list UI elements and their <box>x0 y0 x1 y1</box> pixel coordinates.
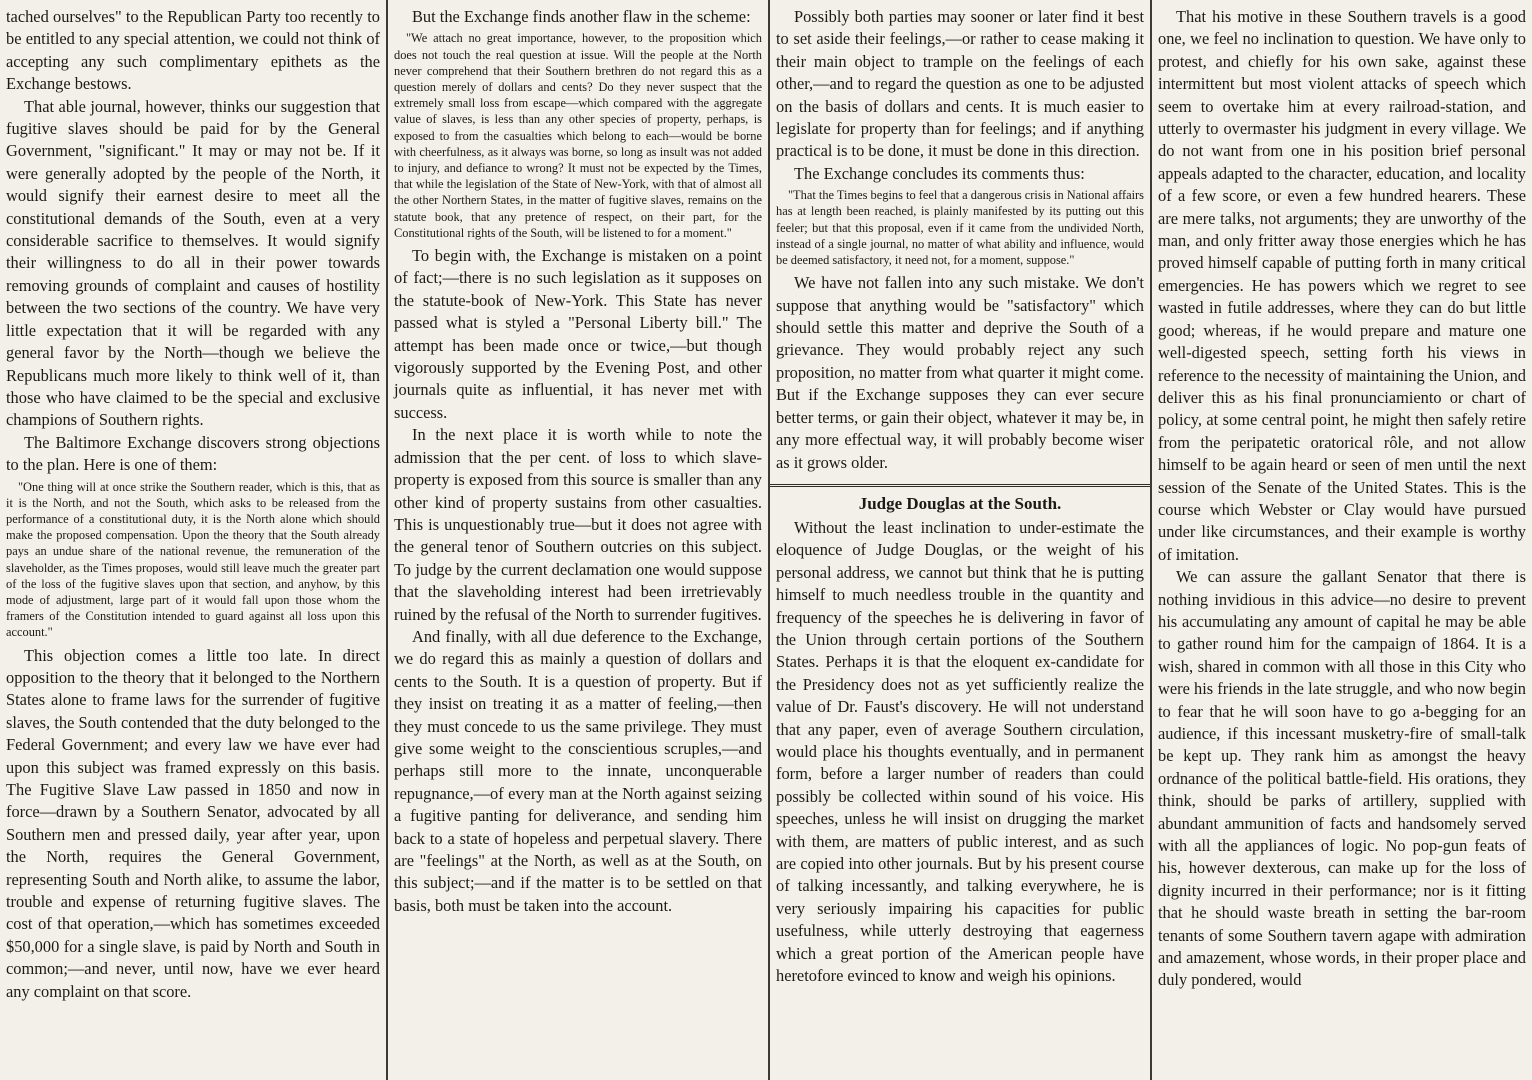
column-2 <box>388 0 768 1080</box>
paragraph: tached ourselves" to the Republican Party too recently to be entitled to any special attention, we could not think of accepting any such complimentary epithets as the Exchange bestows. <box>6 7 380 94</box>
column-3 <box>770 0 1150 1080</box>
quotation: "One thing will at once strike the Southern reader, which is this, that as it is the North, and not the South, which asks to be released from the performance of a constitutional duty, it is the North alone which should make the proposed compensation. Upon the theory that the South already pays an undue share of the national revenue, the remuneration of the slaveholder, as the Times proposes, would still leave much the greater part of the loss of the fugitive slaves upon that section, and anyhow, by this mode of adjustment, large part of it would fall upon those whom the framers of the Constitution intended to guard against all loss upon this account." <box>6 479 380 640</box>
article-heading: Judge Douglas at the South. <box>858 493 1062 513</box>
paragraph: That able journal, however, thinks our suggestion that fugitive slaves should be paid for by the General Government, "significant." It may or may not be. If it were generally adopted by the people of the North, it would signify their earnest desire to meet all the constitutional demands of the South, even at a very considerable sacrifice to themselves. It would signify their willingness to do all in their power towards removing grounds of complaint and causes of hostility between the two sections of the country. We have very little expectation that it will be regarded with any general favor by the North—though we believe the Republicans much more likely to think well of it, than those who have claimed to be the special and exclusive champions of Southern rights. <box>6 96 380 430</box>
paragraph: But the Exchange finds another flaw in the scheme: <box>412 7 751 26</box>
paragraph: That his motive in these Southern travels is a good one, we feel no inclination to question. We have only to protest, and chiefly for his own sake, against these intermittent but most violent attacks of speech which seem to overtake him at every railroad-station, and utterly to overmaster his judgment in every village. We do not want from one in his position brief personal appeals adapted to the character, education, and locality of a few score, or even a few hundred hearers. These are mere talks, not arguments; they are unworthy of the man, and only fritter away those energies which he has proved himself capable of putting forth in many critical emergencies. He has powers which we regret to see wasted in futile addresses, where they can do but little good; whereas, if he would prepare and mature one well-digested speech, setting forth his views in reference to the necessity of maintaining the Union, and deliver this as his final pronunciamiento or chart of policy, at some central point, he might then safely retire from the peripatetic oratorical rôle, and not allow himself to be again heard or seen of men until the next session of the Senate of the United States. This is the course which Webster or Clay would have pursued under like circumstances, and their example is worthy of imitation. <box>1158 7 1526 564</box>
section-divider <box>770 484 1150 487</box>
paragraph: We have not fallen into any such mistake. We don't suppose that anything would be "satisfactory" which should settle this matter and deprive the South of a grievance. They would probably reject any such proposition, no matter from what quarter it might come. But if the Exchange supposes they can ever secure better terms, or gain their object, whatever it may be, in any more effectual way, it will probably become wiser as it grows older. <box>776 273 1144 472</box>
paragraph: To begin with, the Exchange is mistaken on a point of fact;—there is no such legislation as it supposes on the statute-book of New-York. This State has never passed what is styled a "Personal Liberty bill." The attempt has been made once or twice,—but though vigorously supported by the Evening Post, and other journals quite as influential, it has never met with success. <box>394 246 762 422</box>
quotation: "That the Times begins to feel that a dangerous crisis in National affairs has at length been reached, is plainly manifested by its putting out this feeler; but that this proposal, even if it came from the undivided North, instead of a single journal, no matter of what ability and influence, would be deemed satisfactory, it need not, for a moment, suppose." <box>776 188 1144 268</box>
paragraph: Without the least inclination to under-estimate the eloquence of Judge Douglas, or the weight of his personal address, we cannot but think that he is putting himself to much needless trouble in the quantity and frequency of the speeches he is delivering in favor of the Union through certain portions of the Southern States. Perhaps it is that the eloquent ex-candidate for the Presidency does not as yet sufficiently realize the value of Dr. Faust's discovery. He will not understand that any paper, even of average Southern circulation, would place his thoughts eventually, and in permanent form, before a larger number of readers than could possibly be collected within sound of his voice. His speeches, unless he will insist on drugging the market with them, are matters of public interest, and as such are copied into other journals. But by his present course of talking incessantly, and talking everywhere, he is very seriously impairing his capacities for public usefulness, while utterly destroying that eagerness which a great portion of the American people have heretofore evinced to know and weigh his opinions. <box>776 517 1144 986</box>
paragraph: The Exchange concludes its comments thus: <box>794 163 1085 183</box>
paragraph: Possibly both parties may sooner or later find it best to set aside their feelings,—or rather to cease making it their main object to trample on the feelings of each other,—and to regard the question as one to be adjusted on the basis of dollars and cents. It is much easier to legislate for property than for feelings; and if anything practical is to be done, it must be done in this direction. <box>776 7 1144 161</box>
paragraph: And finally, with all due deference to the Exchange, we do regard this as mainly a question of dollars and cents to the South. It is a question of property. But if they insist on treating it as a matter of feeling,—then they must concede to us the same privilege. They must give some weight to the conscientious scruples,—and perhaps still more to the innate, unconquerable repugnance,—of every man at the North against seizing a fugitive panting for deliverance, and sending him back to a state of hopeless and perpetual slavery. There are "feelings" at the North, as well as at the South, on this subject;—and if the matter is to be settled on that basis, both must be taken into the account. <box>394 626 762 915</box>
paragraph: The Baltimore Exchange discovers strong objections to the plan. Here is one of them: <box>6 432 380 475</box>
paragraph: We can assure the gallant Senator that there is nothing invidious in this advice—no desire to prevent his accumulating any amount of capital he may be able to gather round him for the campaign of 1864. It is a wish, shared in common with all those in this City who were his friends in the late struggle, and who now begin to fear that he will soon have to go a-begging for an audience, if this incessant musketry-fire of small-talk be kept up. They rank him as amongst the heavy ordnance of the political battle-field. His orations, they think, should be parks of artillery, supplied with abundant ammunition of facts and handsomely served with all the appliances of logic. No pop-gun feats of his, however dexterous, can make up for the loss of dignity incurred in their performance; nor is it fitting that he should waste breath in setting the bar-room tenants of some Southern tavern agape with admiration and amazement, whose words, in their proper place and duly pondered, would <box>1158 567 1526 990</box>
column-4 <box>1152 0 1532 1080</box>
paragraph: In the next place it is worth while to note the admission that the per cent. of loss to which slave-property is exposed from this source is smaller than any other kind of property sustains from other casualties. This is unquestionably true—but it does not agree with the general tenor of Southern outcries on this subject. To judge by the current declamation one would suppose that the slaveholding interest had been irretrievably ruined by the refusal of the North to surrender fugitives. <box>394 425 762 624</box>
quotation: "We attach no great importance, however, to the proposition which does not touch the real question at issue. Will the people at the North never comprehend that their Southern brethren do not regard this as a question merely of dollars and cents? Do they never suspect that the extremely small loss from escape—which compared with the aggregate value of slaves, is less than any other species of property, perhaps, is exposed to from the casualties which belong to each—would be borne with cheerfulness, as it always was borne, so long as insult was not added to injury, and defiance to wrong? It must not be expected by the Times, that while the legislation of the State of New-York, with that of almost all the other Northern States, in the matter of fugitive slaves, remains on the statute book, that any pretence of respect, on their part, for the Constitutional rights of the South, will be listened to for a moment." <box>394 31 762 240</box>
column-1 <box>0 0 386 1080</box>
paragraph: This objection comes a little too late. In direct opposition to the theory that it belonged to the Northern States alone to frame laws for the surrender of fugitive slaves, the South contended that the duty belonged to the Federal Government; and every law we have ever had upon this subject was framed expressly on this basis. The Fugitive Slave Law passed in 1850 and now in force—drawn by a Southern Senator, advocated by all Southern men and pressed daily, year after year, upon the North, requires the General Government, representing South and North alike, to assume the labor, trouble and expense of returning fugitive slaves. The cost of that operation,—which has sometimes exceeded $50,000 for a single slave, is paid by North and South in common;—and never, until now, have we ever heard any complaint on that score. <box>6 645 380 1001</box>
